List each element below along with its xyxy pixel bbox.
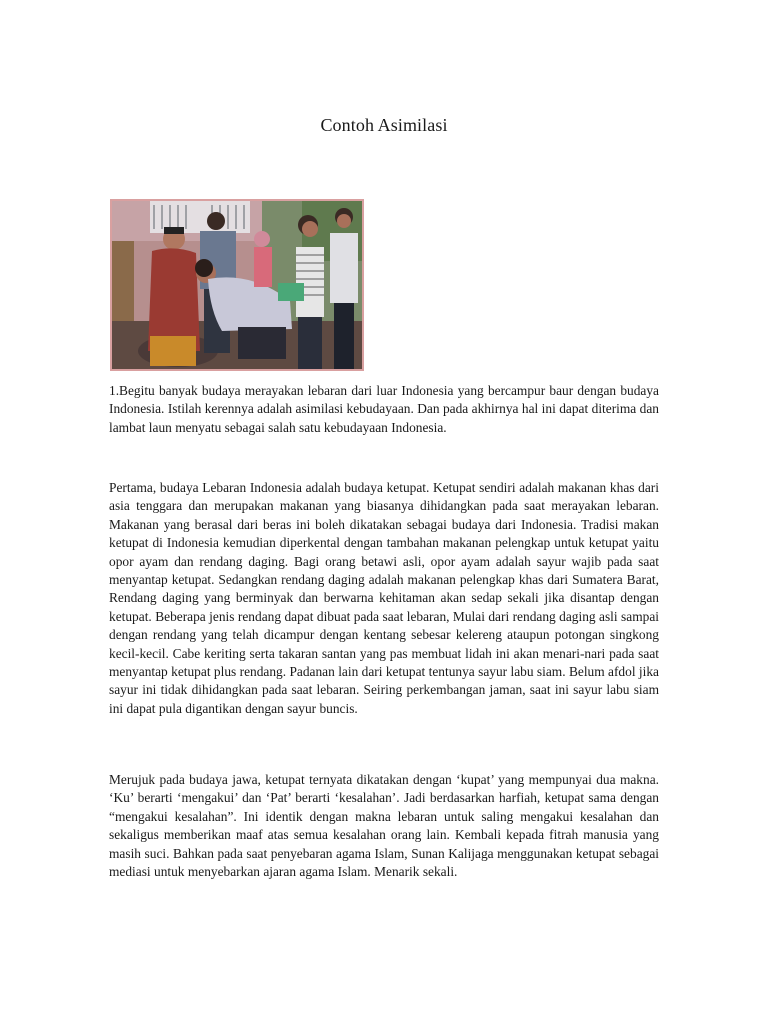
paragraph-1: 1.Begitu banyak budaya merayakan lebaran dari luar Indonesia yang bercampur baur dengan budaya Indonesia. Istilah kerennya adalah asimilasi kebudayaan. Dan pada akhirnya hal ini dapat diterima dan lambat laun menyatu sebagai salah satu kebudayaan Indonesia. (109, 383, 659, 435)
lebaran-greeting-photo (110, 199, 364, 371)
paragraph-2: Pertama, budaya Lebaran Indonesia adalah budaya ketupat. Ketupat sendiri adalah makanan khas dari asia tenggara dan merupakan makanan yang biasanya dihidangkan pada saat merayakan lebaran. Makanan yang berasal dari beras ini boleh dikatakan sebagai budaya dari Indonesia. Tradisi makan ketupat di Indonesia kemudian diperkental dengan tambahan makanan pelengkap untuk ketupat yaitu opor ayam dan rendang daging. Bagi orang betawi asli, opor ayam adalah sayur wajib pada saat menyantap ketupat. Sedangkan rendang daging adalah makanan pelengkap khas dari Sumatera Barat, Rendang daging yang berminyak dan berwarna kehitaman akan sedap sekali jika disantap dengan ketupat. Beberapa jenis rendang dapat dibuat pada saat lebaran, Mulai dari rendang daging asli sampai dengan rendang yang telah dicampur dengan kentang sebesar kelereng ataupun potongan singkong kecil-kecil. Cabe keriting serta takaran santan yang pas membuat lidah ini akan menari-nari pada saat menyantap ketupat plus rendang. Padanan lain dari ketupat tentunya sayur labu siam. Belum afdol jika sayur ini tidak dihidangkan pada saat lebaran. Seiring perkembangan jaman, saat ini sayur labu siam ini dapat pula digantikan dengan sayur buncis. (109, 480, 659, 716)
family-greeting-photo-icon (112, 201, 362, 369)
page-title: Contoh Asimilasi (320, 115, 448, 135)
paragraph-3: Merujuk pada budaya jawa, ketupat ternyata dikatakan dengan ‘kupat’ yang mempunyai dua makna. ‘Ku’ berarti ‘mengakui’ dan ‘Pat’ berarti ‘kesalahan’. Jadi berdasarkan harfiah, ketupat sama dengan “mengakui kesalahan”. Ini identik dengan makna lebaran untuk saling mengakui kesalahan dan sekaligus memberikan maaf atas semua kesalahan orang lain. Kembali kepada fitrah manusia yang masih suci. Bahkan pada saat penyebaran agama Islam, Sunan Kalijaga menggunakan ketupat sebagai mediasi untuk menyebarkan ajaran agama Islam. Menarik sekali. (109, 772, 659, 880)
